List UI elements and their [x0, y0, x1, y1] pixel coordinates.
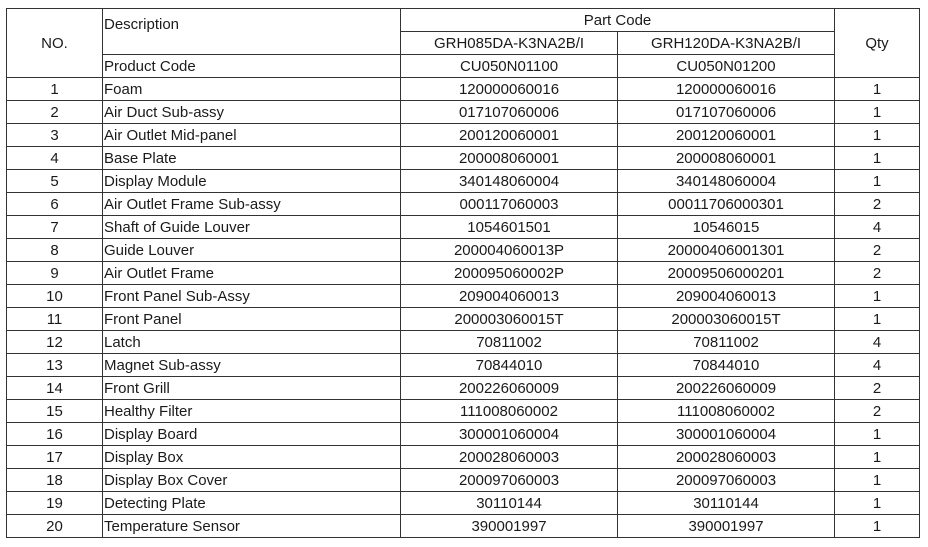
row-qty-cell: 1	[835, 423, 920, 446]
row-part-code-b-cell: 200226060009	[618, 377, 835, 400]
row-no-cell: 15	[7, 400, 103, 423]
row-part-code-b-cell: 340148060004	[618, 170, 835, 193]
row-part-code-b-cell: 70811002	[618, 331, 835, 354]
header-description: Description	[103, 9, 401, 55]
header-no: NO.	[7, 9, 103, 78]
row-description-cell: Display Board	[103, 423, 401, 446]
row-part-code-a-cell: 200008060001	[401, 147, 618, 170]
row-part-code-a-cell: 017107060006	[401, 101, 618, 124]
product-code-b: CU050N01200	[618, 55, 835, 78]
row-part-code-b-cell: 120000060016	[618, 78, 835, 101]
row-description-cell: Display Box Cover	[103, 469, 401, 492]
row-qty-cell: 1	[835, 78, 920, 101]
table-row	[7, 423, 920, 446]
row-description-cell: Front Panel Sub-Assy	[103, 285, 401, 308]
row-description-cell: Display Module	[103, 170, 401, 193]
header-part-code: Part Code	[401, 9, 835, 32]
product-code-row	[7, 55, 920, 78]
row-qty-cell: 1	[835, 492, 920, 515]
row-part-code-a-cell: 120000060016	[401, 78, 618, 101]
row-part-code-b-cell: 20000406001301	[618, 239, 835, 262]
row-description-cell: Temperature Sensor	[103, 515, 401, 538]
row-no-cell: 10	[7, 285, 103, 308]
row-no-cell: 6	[7, 193, 103, 216]
row-qty-cell: 4	[835, 354, 920, 377]
table-row	[7, 492, 920, 515]
row-no-cell: 2	[7, 101, 103, 124]
header-qty: Qty	[835, 9, 920, 78]
row-no-cell: 13	[7, 354, 103, 377]
table-row	[7, 354, 920, 377]
row-part-code-a-cell: 1054601501	[401, 216, 618, 239]
row-description-cell: Detecting Plate	[103, 492, 401, 515]
row-no-cell: 3	[7, 124, 103, 147]
table-row	[7, 262, 920, 285]
row-part-code-b-cell: 200120060001	[618, 124, 835, 147]
row-part-code-b-cell: 209004060013	[618, 285, 835, 308]
row-part-code-a-cell: 200028060003	[401, 446, 618, 469]
row-qty-cell: 1	[835, 285, 920, 308]
header-row	[7, 9, 920, 32]
row-part-code-b-cell: 200028060003	[618, 446, 835, 469]
row-description-cell: Air Duct Sub-assy	[103, 101, 401, 124]
row-qty-cell: 1	[835, 101, 920, 124]
parts-table-container	[6, 8, 920, 538]
row-part-code-a-cell: 70844010	[401, 354, 618, 377]
row-part-code-a-cell: 200120060001	[401, 124, 618, 147]
row-part-code-b-cell: 10546015	[618, 216, 835, 239]
row-part-code-a-cell: 70811002	[401, 331, 618, 354]
row-qty-cell: 2	[835, 193, 920, 216]
row-description-cell: Foam	[103, 78, 401, 101]
table-row	[7, 216, 920, 239]
row-description-cell: Shaft of Guide Louver	[103, 216, 401, 239]
row-qty-cell: 1	[835, 308, 920, 331]
table-row	[7, 331, 920, 354]
table-row	[7, 308, 920, 331]
table-row	[7, 515, 920, 538]
row-qty-cell: 1	[835, 147, 920, 170]
row-qty-cell: 2	[835, 239, 920, 262]
table-row	[7, 469, 920, 492]
row-qty-cell: 2	[835, 377, 920, 400]
row-part-code-a-cell: 340148060004	[401, 170, 618, 193]
row-part-code-b-cell: 00011706000301	[618, 193, 835, 216]
model-a: GRH085DA-K3NA2B/I	[401, 32, 618, 55]
row-qty-cell: 4	[835, 216, 920, 239]
table-row	[7, 147, 920, 170]
row-part-code-a-cell: 209004060013	[401, 285, 618, 308]
row-description-cell: Air Outlet Frame Sub-assy	[103, 193, 401, 216]
row-qty-cell: 4	[835, 331, 920, 354]
row-part-code-a-cell: 000117060003	[401, 193, 618, 216]
row-qty-cell: 1	[835, 170, 920, 193]
row-qty-cell: 1	[835, 124, 920, 147]
row-qty-cell: 1	[835, 515, 920, 538]
row-description-cell: Air Outlet Mid-panel	[103, 124, 401, 147]
product-code-label: Product Code	[103, 55, 401, 78]
row-part-code-a-cell: 200226060009	[401, 377, 618, 400]
row-part-code-b-cell: 200003060015T	[618, 308, 835, 331]
row-description-cell: Base Plate	[103, 147, 401, 170]
row-part-code-b-cell: 70844010	[618, 354, 835, 377]
row-no-cell: 19	[7, 492, 103, 515]
row-part-code-b-cell: 20009506000201	[618, 262, 835, 285]
row-part-code-b-cell: 111008060002	[618, 400, 835, 423]
row-description-cell: Magnet Sub-assy	[103, 354, 401, 377]
row-no-cell: 18	[7, 469, 103, 492]
row-part-code-a-cell: 111008060002	[401, 400, 618, 423]
row-part-code-b-cell: 30110144	[618, 492, 835, 515]
row-no-cell: 14	[7, 377, 103, 400]
row-no-cell: 16	[7, 423, 103, 446]
row-part-code-b-cell: 200097060003	[618, 469, 835, 492]
row-no-cell: 1	[7, 78, 103, 101]
row-no-cell: 11	[7, 308, 103, 331]
row-part-code-a-cell: 390001997	[401, 515, 618, 538]
row-no-cell: 5	[7, 170, 103, 193]
row-qty-cell: 2	[835, 262, 920, 285]
row-no-cell: 17	[7, 446, 103, 469]
parts-table	[6, 8, 920, 538]
row-no-cell: 12	[7, 331, 103, 354]
row-description-cell: Display Box	[103, 446, 401, 469]
row-description-cell: Latch	[103, 331, 401, 354]
row-part-code-a-cell: 200003060015T	[401, 308, 618, 331]
row-description-cell: Guide Louver	[103, 239, 401, 262]
row-part-code-b-cell: 390001997	[618, 515, 835, 538]
row-qty-cell: 1	[835, 469, 920, 492]
model-b: GRH120DA-K3NA2B/I	[618, 32, 835, 55]
row-no-cell: 9	[7, 262, 103, 285]
table-row	[7, 78, 920, 101]
table-row	[7, 400, 920, 423]
table-row	[7, 193, 920, 216]
table-row	[7, 170, 920, 193]
row-part-code-a-cell: 200095060002P	[401, 262, 618, 285]
product-code-a: CU050N01100	[401, 55, 618, 78]
row-description-cell: Front Panel	[103, 308, 401, 331]
table-row	[7, 101, 920, 124]
table-row	[7, 124, 920, 147]
table-row	[7, 239, 920, 262]
row-no-cell: 8	[7, 239, 103, 262]
row-part-code-b-cell: 017107060006	[618, 101, 835, 124]
row-description-cell: Healthy Filter	[103, 400, 401, 423]
row-description-cell: Front Grill	[103, 377, 401, 400]
row-part-code-a-cell: 30110144	[401, 492, 618, 515]
row-no-cell: 7	[7, 216, 103, 239]
row-part-code-b-cell: 300001060004	[618, 423, 835, 446]
row-part-code-a-cell: 300001060004	[401, 423, 618, 446]
table-row	[7, 285, 920, 308]
row-qty-cell: 2	[835, 400, 920, 423]
row-no-cell: 4	[7, 147, 103, 170]
table-row	[7, 446, 920, 469]
table-row	[7, 377, 920, 400]
row-part-code-a-cell: 200004060013P	[401, 239, 618, 262]
row-qty-cell: 1	[835, 446, 920, 469]
row-part-code-a-cell: 200097060003	[401, 469, 618, 492]
row-description-cell: Air Outlet Frame	[103, 262, 401, 285]
row-part-code-b-cell: 200008060001	[618, 147, 835, 170]
row-no-cell: 20	[7, 515, 103, 538]
